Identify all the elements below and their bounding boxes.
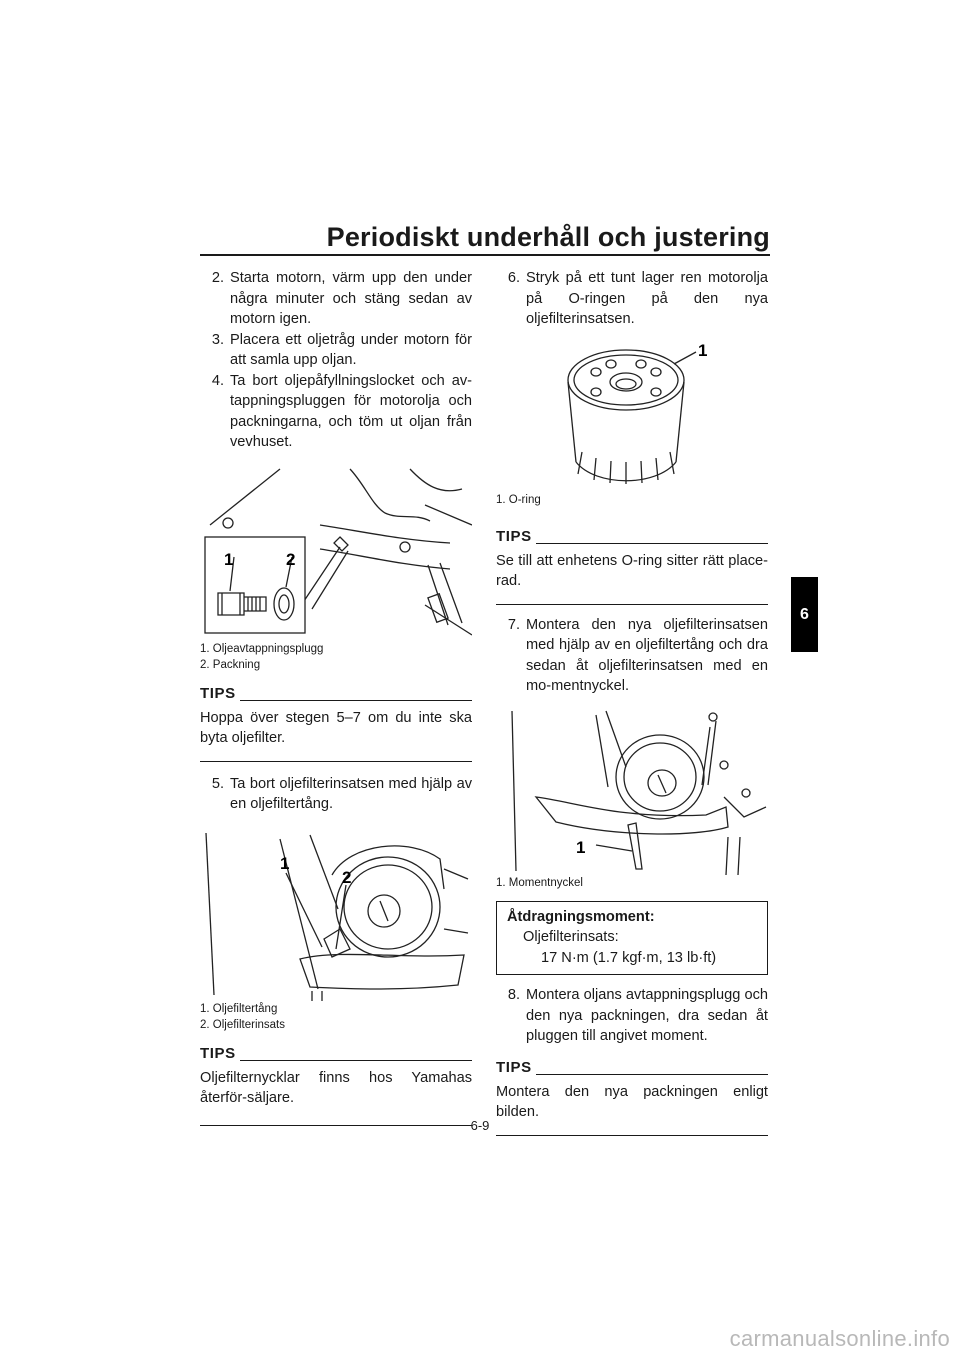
- tips-label: TIPS: [200, 1044, 236, 1062]
- step-8: [496, 985, 768, 1047]
- step-7: [496, 615, 768, 697]
- header-rule: [200, 254, 770, 256]
- torque-title: Åtdragningsmoment:: [507, 908, 655, 925]
- step-text: Ta bort oljepåfyllningslocket och av-tappningspluggen för motorolja och packningarna, och töm ut oljan från vevhuset.: [230, 372, 472, 450]
- caption-line: 1. O-ring: [496, 493, 541, 506]
- step-number: 6.: [507, 270, 520, 286]
- step-text: Starta motorn, värm upp den under några minuter och stäng sedan av motorn igen.: [230, 270, 472, 327]
- callout-1: 1: [576, 837, 586, 857]
- torque-part: Oljefilterinsats:: [523, 929, 619, 945]
- figure-drain-plug: [200, 465, 472, 673]
- tips-label: TIPS: [496, 527, 532, 545]
- step-4: [200, 371, 472, 453]
- caption-line: 1. Oljeavtappningsplugg: [200, 642, 324, 655]
- step-number: 4.: [211, 372, 224, 389]
- step-number: 7.: [507, 616, 520, 633]
- filter-removal-illustration: [200, 829, 472, 1001]
- step-text: Montera oljans avtappningsplugg och den nya packningen, dra sedan åt pluggen till angivet moment.: [526, 987, 768, 1044]
- tips-block: [496, 528, 768, 605]
- page-title: Periodiskt underhåll och justering: [326, 222, 770, 252]
- watermark: carmanualsonline.info: [729, 1326, 950, 1351]
- step-number: 2.: [211, 270, 224, 286]
- step-text: Stryk på ett tunt lager ren motorolja på O-ringen på den nya oljefilterinsatsen.: [526, 270, 768, 327]
- drain-plug-illustration: [200, 465, 472, 641]
- step-6: [496, 268, 768, 330]
- figure-filter-removal: [200, 829, 472, 1033]
- torque-wrench-illustration: [496, 707, 768, 875]
- tips-label: TIPS: [200, 684, 236, 702]
- tips-text: Hoppa över stegen 5–7 om du inte ska byta oljefilter.: [200, 709, 472, 746]
- callout-1: 1: [698, 341, 708, 360]
- torque-spec-box: [496, 901, 768, 976]
- figure-oil-filter: [496, 342, 768, 508]
- callout-2: 2: [342, 867, 352, 887]
- step-5: [200, 774, 472, 815]
- caption-line: 2. Oljefilterinsats: [200, 1018, 286, 1031]
- step-text: Placera ett oljetråg under motorn för att samla upp oljan.: [230, 331, 472, 368]
- callout-2: 2: [286, 549, 296, 569]
- caption-line: 2. Packning: [200, 658, 261, 671]
- page-number: 6-9: [470, 1118, 490, 1133]
- step-number: 5.: [211, 775, 224, 792]
- tips-text: Se till att enhetens O-ring sitter rätt place-rad.: [496, 552, 768, 589]
- left-column: [200, 268, 472, 1126]
- figure-caption: [200, 641, 472, 673]
- step-text: Montera den nya oljefilterinsatsen med hjälp av en oljefiltertång och dra sedan åt oljefilterinsatsen med en mo-mentnyckel.: [526, 616, 768, 694]
- step-text: Ta bort oljefilterinsatsen med hjälp av en oljefiltertång.: [230, 775, 472, 812]
- caption-line: 1. Oljefiltertång: [200, 1002, 278, 1015]
- tips-label: TIPS: [496, 1058, 532, 1076]
- torque-value: 17 N·m (1.7 kgf·m, 13 lb·ft): [541, 949, 717, 966]
- caption-line: 1. Momentnyckel: [496, 876, 583, 889]
- tips-text: Oljefilternycklar finns hos Yamahas återför-säljare.: [200, 1069, 472, 1106]
- step-3: [200, 330, 472, 371]
- chapter-tab: 6: [791, 577, 818, 652]
- figure-caption: [200, 1001, 472, 1033]
- step-2: [200, 268, 472, 330]
- figure-caption: [496, 492, 768, 508]
- tips-text: Montera den nya packningen enligt bilden.: [496, 1083, 768, 1120]
- tips-block: [200, 1045, 472, 1126]
- step-number: 8.: [507, 987, 520, 1003]
- tips-block: [200, 685, 472, 762]
- oil-filter-illustration: [496, 342, 768, 492]
- callout-1: 1: [280, 853, 290, 873]
- callout-1: 1: [224, 549, 234, 569]
- figure-torque-wrench: [496, 707, 768, 891]
- figure-caption: [496, 875, 768, 891]
- step-number: 3.: [211, 331, 224, 348]
- right-column: [496, 268, 768, 1136]
